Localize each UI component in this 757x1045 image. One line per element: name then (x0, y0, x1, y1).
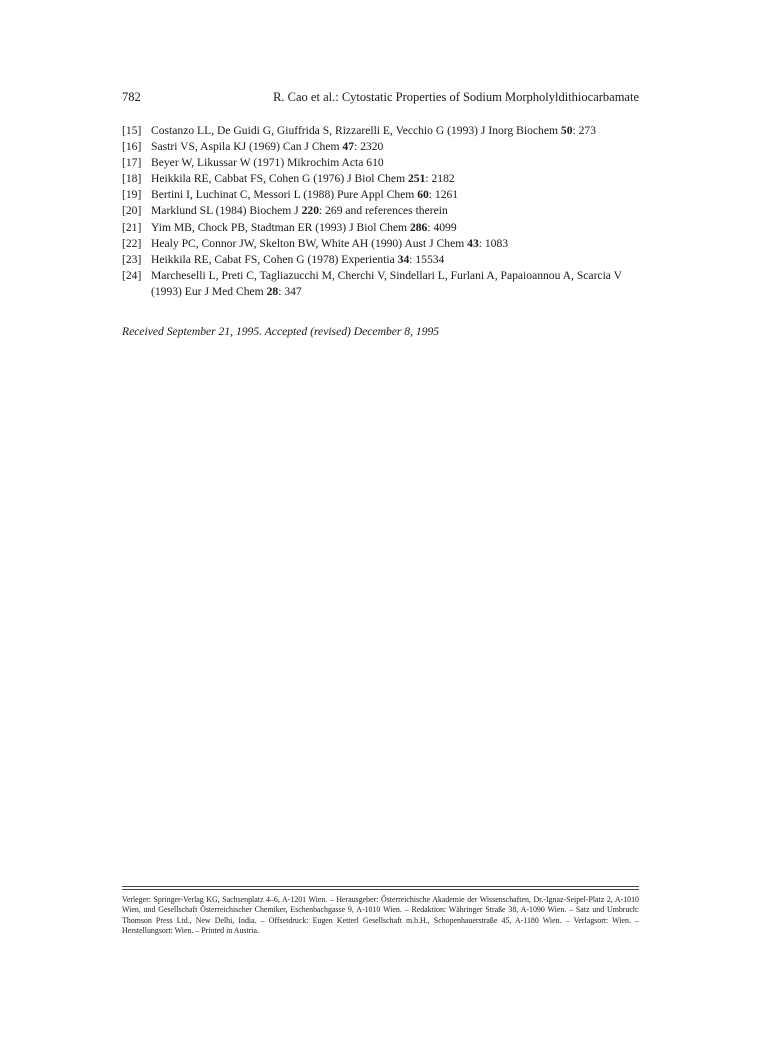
reference-volume: 60 (417, 188, 429, 202)
reference-number: [23] (122, 252, 142, 266)
reference-number: [20] (122, 204, 142, 218)
reference-text: Marcheselli L, Preti C, Tagliazucchi M, Cherchi V, Sindellari L, Furlani A, Papaioannou A, Scarcia V (1993) Eur J Med Chem 28: 347 (151, 268, 622, 298)
reference-volume: 34 (397, 252, 410, 266)
reference-text: Sastri VS, Aspila KJ (1969) Can J Chem 47: 2320 (151, 140, 384, 154)
reference-text: Yim MB, Chock PB, Stadtman ER (1993) J Biol Chem 286: 4099 (151, 220, 457, 234)
reference-item (122, 171, 639, 187)
reference-number: [15] (122, 124, 142, 137)
footer-rule-thin (122, 889, 639, 890)
footer-rule (122, 886, 639, 887)
reference-item (122, 187, 639, 203)
reference-number: [16] (122, 140, 142, 154)
running-title: R. Cao et al.: Cytostatic Properties of Sodium Morpholyldithiocarbamate (273, 90, 639, 104)
publisher-imprint: Verleger: Springer-Verlag KG, Sachsenplatz 4–6, A-1201 Wien. – Herausgeber: Österreichische Akademie der Wissenschaften, Dr.-Ignaz-Seipel-Platz 2, A-1010 Wien, und Gesellschaft Österreichischer Chemiker, Eschenbachgasse 9, A-1010 Wien. – Redaktion: Währinger Straße 38, A-1090 Wien. – Satz und Umbruch: Thomson Press Ltd., New Delhi, India. – Offsetdruck: Eugen Ketterl Gesellschaft m.b.H., Schopenhauerstraße 45, A-1180 Wien. – Verlagsort: Wien. – Herstellungsort: Wien. – Printed in Austria. (122, 895, 639, 935)
reference-text: Bertini I, Luchinat C, Messori L (1988) Pure Appl Chem 60: 1261 (151, 188, 459, 202)
reference-volume: 50 (560, 124, 573, 137)
reference-item (122, 236, 639, 252)
reference-item (122, 203, 639, 219)
reference-volume: 251 (407, 172, 426, 186)
reference-volume: 43 (467, 236, 479, 250)
reference-volume: 220 (301, 204, 319, 218)
reference-number: [21] (122, 220, 142, 234)
reference-text: Heikkila RE, Cabbat FS, Cohen G (1976) J Biol Chem 251: 2182 (151, 172, 455, 186)
reference-item (122, 252, 639, 268)
reference-text: Heikkila RE, Cabat FS, Cohen G (1978) Experientia 34: 15534 (151, 252, 445, 266)
page-number: 782 (122, 90, 141, 104)
reference-volume: 286 (409, 220, 428, 234)
reference-text: Beyer W, Likussar W (1971) Mikrochim Acta 610 (151, 156, 384, 170)
reference-number: [19] (122, 188, 142, 202)
reference-number: [17] (122, 156, 142, 170)
received-dates: Received September 21, 1995. Accepted (revised) December 8, 1995 (122, 325, 440, 338)
page-header (122, 90, 639, 108)
reference-item (122, 139, 639, 155)
reference-text: Healy PC, Connor JW, Skelton BW, White AH (1990) Aust J Chem 43: 1083 (151, 236, 509, 250)
reference-item (122, 123, 639, 139)
reference-number: [22] (122, 236, 142, 250)
reference-item (122, 155, 639, 171)
reference-volume: 47 (342, 140, 355, 154)
reference-volume: 28 (266, 284, 279, 298)
reference-item (122, 220, 639, 236)
reference-number: [18] (122, 172, 142, 186)
reference-list (122, 123, 639, 300)
reference-number: [24] (122, 268, 142, 282)
reference-item (122, 268, 639, 300)
reference-text: Marklund SL (1984) Biochem J 220: 269 and references therein (151, 204, 448, 218)
reference-text: Costanzo LL, De Guidi G, Giuffrida S, Rizzarelli E, Vecchio G (1993) J Inorg Biochem 50: 273 (151, 124, 596, 137)
